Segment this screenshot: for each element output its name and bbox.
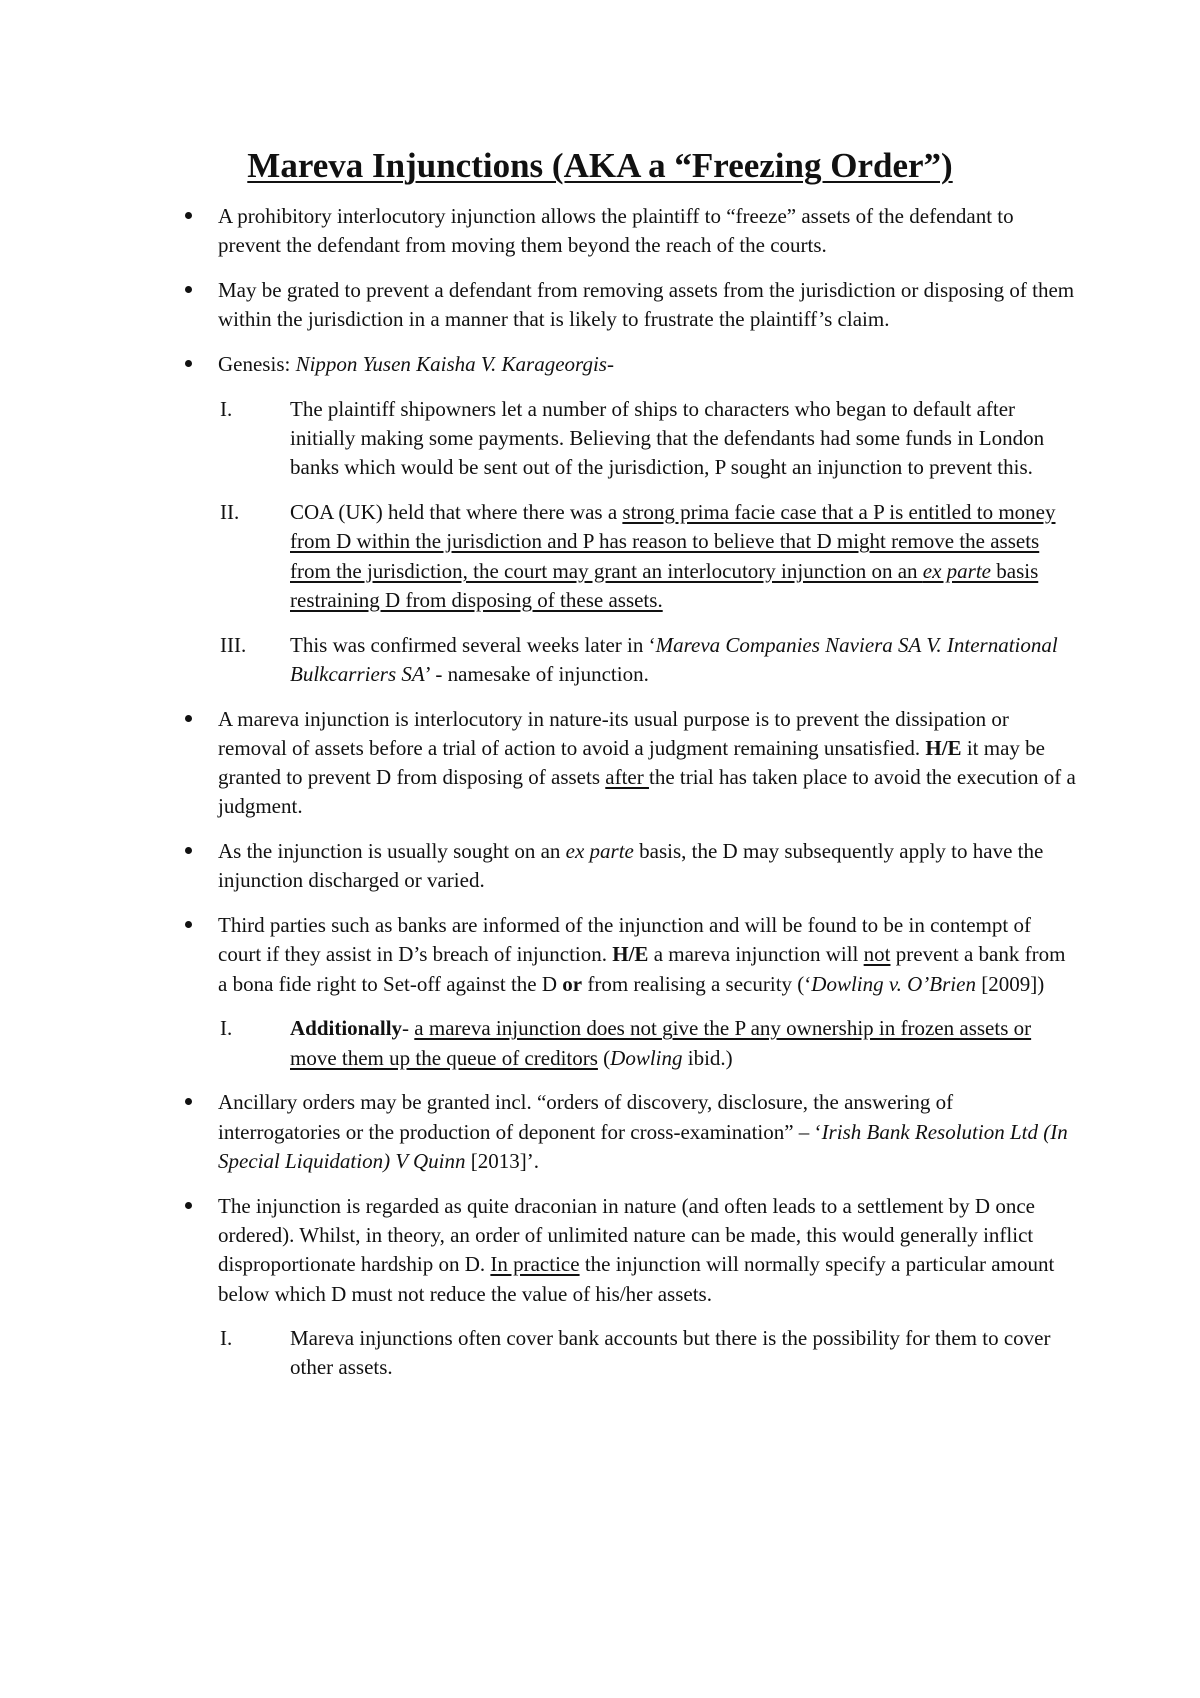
genesis-item-1: [220, 395, 1058, 483]
roman-numeral: I.: [220, 396, 233, 421]
roman-numeral: I.: [220, 1326, 233, 1351]
bullet-text: Genesis:: [218, 351, 296, 376]
latin-term: ex parte: [922, 558, 991, 583]
case-name: Dowling v. O’Brien: [811, 971, 976, 996]
holding-text: strong prima facie case that a P is entitled to money from D within the jurisdiction and P has reason to believe that D might remove the assets from the jurisdiction, the court may grant an interlocutory injunction on an: [290, 499, 1056, 583]
third-parties-item-1: [220, 1014, 1058, 1073]
document-body: [0, 202, 1200, 1398]
bullet-draconian: [218, 1192, 1078, 1309]
bullet-text: basis, the D may subsequently apply to have the injunction discharged or varied.: [218, 839, 1044, 893]
bullet-text: the injunction will normally specify a particular amount below which D must not reduce the value of his/her assets.: [218, 1252, 1055, 1306]
page-title: Mareva Injunctions (AKA a “Freezing Order”): [247, 146, 953, 185]
emphasis-additionally: Additionally: [290, 1016, 403, 1041]
case-name: Dowling: [610, 1045, 683, 1070]
bullet-text: from realising a security (‘: [582, 971, 812, 996]
bullet-text: the trial has taken place to avoid the execution of a judgment.: [218, 765, 1076, 819]
item-text: -: [402, 1016, 415, 1041]
bullet-text: A prohibitory interlocutory injunction allows the plaintiff to “freeze” assets of the defendant to prevent the defendant from moving them beyond the reach of the courts.: [218, 204, 1014, 258]
bullet-text: it may be granted to prevent D from disposing of assets: [218, 735, 1045, 790]
bullet-prohibitory-injunction: [218, 202, 1078, 261]
bullet-text: Third parties such as banks are informed of the injunction and will be found to be in contempt of court if they assist in D’s breach of injunction.: [218, 913, 1031, 967]
underlined-after: after: [605, 765, 649, 790]
latin-term: ex parte: [565, 839, 634, 864]
bullet-genesis: [218, 350, 1078, 379]
bullet-interlocutory-nature: [218, 705, 1078, 822]
draconian-item-1: [220, 1324, 1058, 1383]
item-text: ’ - namesake of injunction.: [424, 661, 649, 686]
bullet-text: The injunction is regarded as quite draconian in nature (and often leads to a settlement by D once ordered). Whilst, in theory, an order of unlimited nature can be made, this would generally inflict disproportionate hardship on D.: [218, 1193, 1035, 1277]
bullet-text: -: [606, 351, 614, 376]
bullet-text: [2009]): [975, 971, 1045, 996]
emphasis-or: or: [562, 971, 583, 996]
genesis-item-3: [220, 631, 1058, 690]
underlined-in-practice: In practice: [490, 1252, 580, 1277]
item-text: The plaintiff shipowners let a number of ships to characters who began to default after initially making some payments. Believing that the defendants had some funds in London banks which would be sent out of the jurisdiction, P sought an injunction to prevent this.: [290, 396, 1045, 480]
bullet-text: As the injunction is usually sought on an: [218, 839, 566, 864]
item-text: (: [597, 1045, 611, 1070]
bullet-text: A mareva injunction is interlocutory in nature-its usual purpose is to prevent the dissipation or removal of assets before a trial of action to avoid a judgment remaining unsatisfied.: [218, 706, 1009, 760]
roman-numeral: II.: [220, 499, 240, 524]
genesis-item-2: [220, 498, 1058, 615]
bullet-grant-purpose: [218, 276, 1078, 335]
bullet-third-parties: [218, 911, 1078, 999]
case-name: Nippon Yusen Kaisha V. Karageorgis: [295, 351, 607, 376]
bullet-text: a mareva injunction will: [648, 942, 864, 967]
underlined-ownership: a mareva injunction does not give the P any ownership in frozen assets or move them up the queue of creditors: [290, 1016, 1032, 1070]
emphasis-however: H/E: [612, 942, 649, 967]
bullet-text: May be grated to prevent a defendant from removing assets from the jurisdiction or disposing of them within the jurisdiction in a manner that is likely to frustrate the plaintiff’s claim.: [218, 277, 1075, 332]
roman-numeral: I.: [220, 1016, 233, 1041]
underlined-not: not: [863, 942, 891, 967]
emphasis-however: H/E: [925, 735, 962, 760]
bullet-text: [2013]’.: [465, 1148, 540, 1173]
bullet-ancillary-orders: [218, 1088, 1078, 1176]
case-name: Irish Bank Resolution Ltd (In Special Liquidation) V Quinn: [218, 1119, 1068, 1173]
case-name: Mareva Companies Naviera SA V. International Bulkcarriers SA: [290, 632, 1058, 686]
bullet-text: Ancillary orders may be granted incl. “orders of discovery, disclosure, the answering of interrogatories or the production of deponent for cross-examination” – ‘: [218, 1090, 954, 1144]
item-text: This was confirmed several weeks later in ‘: [290, 632, 656, 657]
roman-numeral: III.: [220, 632, 247, 657]
item-text: COA (UK) held that where there was a: [290, 499, 623, 524]
bullet-ex-parte: [218, 837, 1078, 896]
item-text: Mareva injunctions often cover bank accounts but there is the possibility for them to cover other assets.: [290, 1326, 1051, 1380]
holding-text: basis restraining D from disposing of these assets.: [290, 558, 1039, 612]
bullet-text: prevent a bank from a bona fide right to Set-off against the D: [218, 942, 1066, 996]
item-text: ibid.): [682, 1045, 733, 1070]
